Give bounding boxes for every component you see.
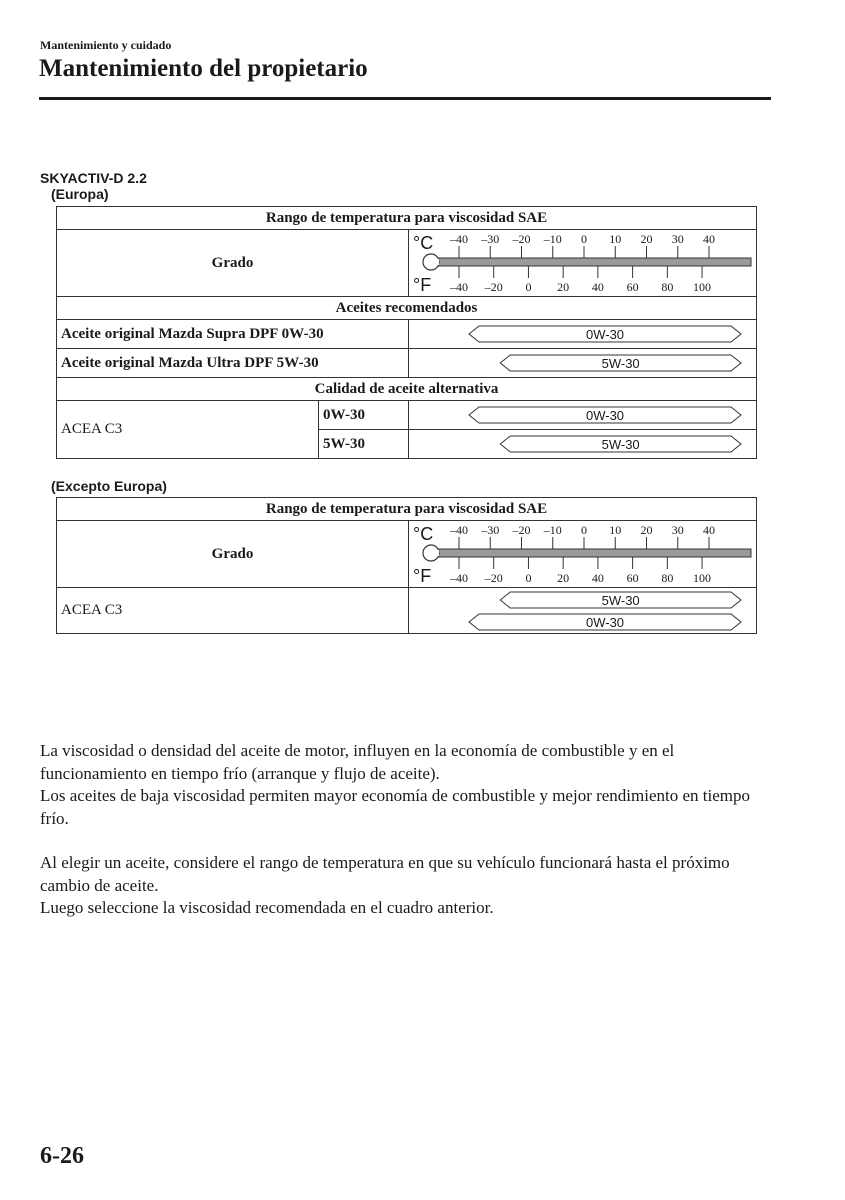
viscosity-bar-cell xyxy=(409,320,757,349)
celsius-tick-label: –20 xyxy=(512,523,531,537)
recommended-oil-name: Aceite original Mazda Ultra DPF 5W-30 xyxy=(57,349,409,378)
fahrenheit-tick-label: –40 xyxy=(450,571,468,585)
fahrenheit-tick-label: 0 xyxy=(525,571,532,585)
fahrenheit-tick-label: –20 xyxy=(484,280,503,294)
celsius-tick-label: –40 xyxy=(450,523,468,537)
celsius-tick-label: –20 xyxy=(512,232,531,246)
sae-header: Rango de temperatura para viscosidad SAE xyxy=(57,207,757,230)
body-paragraph: Los aceites de baja viscosidad permiten mayor economía de combustible y mejor rendimiento en tiempo frío. xyxy=(40,786,751,828)
celsius-tick-label: 10 xyxy=(609,523,622,537)
viscosity-bar xyxy=(409,430,757,458)
viscosity-bar xyxy=(409,349,757,377)
title-rule xyxy=(39,97,771,100)
viscosity-bar-label: 0W-30 xyxy=(585,614,625,630)
grade-label: Grado xyxy=(57,521,409,588)
body-text xyxy=(40,740,780,942)
breadcrumb: Mantenimiento y cuidado xyxy=(40,38,172,52)
viscosity-bar xyxy=(409,320,757,348)
fahrenheit-tick-label: 40 xyxy=(591,280,604,294)
thermometer-tube xyxy=(431,258,751,266)
sae-header: Rango de temperatura para viscosidad SAE xyxy=(57,498,757,521)
viscosity-bar-cell xyxy=(409,349,757,378)
celsius-tick-label: 10 xyxy=(609,232,622,246)
celsius-tick-label: 40 xyxy=(703,523,715,537)
alternative-spec: ACEA C3 xyxy=(57,401,319,459)
thermometer-scale-svg xyxy=(409,521,757,587)
celsius-unit: °C xyxy=(413,524,434,544)
fahrenheit-tick-label: 100 xyxy=(693,571,712,585)
viscosity-bar-label: 0W-30 xyxy=(585,327,625,342)
page-number: 6-26 xyxy=(40,1143,84,1169)
fahrenheit-tick-label: 60 xyxy=(626,571,639,585)
recommended-header: Aceites recomendados xyxy=(57,297,757,320)
viscosity-bar-cell xyxy=(409,430,757,459)
temperature-scale xyxy=(409,521,757,588)
thermometer-neck xyxy=(431,259,439,265)
viscosity-bar xyxy=(409,611,757,633)
celsius-unit: °C xyxy=(413,233,434,253)
celsius-tick-label: 20 xyxy=(640,232,653,246)
celsius-tick-label: –10 xyxy=(543,232,562,246)
celsius-tick-label: 40 xyxy=(703,232,715,246)
celsius-tick-label: 0 xyxy=(581,232,587,246)
fahrenheit-unit: °F xyxy=(413,566,432,586)
viscosity-bar-label: 5W-30 xyxy=(601,592,640,608)
viscosity-bar-label: 0W-30 xyxy=(585,408,625,423)
alternative-grade: 0W-30 xyxy=(319,401,409,430)
fahrenheit-tick-label: –40 xyxy=(450,280,468,294)
fahrenheit-tick-label: 80 xyxy=(661,280,674,294)
viscosity-table-except-europe xyxy=(56,497,757,634)
celsius-tick-label: –10 xyxy=(543,523,562,537)
acea-spec: ACEA C3 xyxy=(57,588,409,634)
celsius-tick-label: –40 xyxy=(450,232,468,246)
page-title: Mantenimiento del propietario xyxy=(39,55,368,82)
region-label-europe: (Europa) xyxy=(51,186,109,202)
viscosity-bar-label: 5W-30 xyxy=(601,437,640,452)
temperature-scale xyxy=(409,230,757,297)
fahrenheit-tick-label: 0 xyxy=(525,280,532,294)
body-paragraph: La viscosidad o densidad del aceite de motor, influyen en la economía de combustible y en el funcionamiento en tiempo frío (arranque y flujo de aceite). xyxy=(40,741,675,783)
fahrenheit-tick-label: 60 xyxy=(626,280,639,294)
viscosity-bar xyxy=(409,401,757,429)
alternative-grade: 5W-30 xyxy=(319,430,409,459)
viscosity-bar-cell xyxy=(409,401,757,430)
viscosity-table-europe xyxy=(56,206,757,459)
viscosity-bar xyxy=(409,589,757,611)
thermometer-neck xyxy=(431,550,439,556)
region-label-except-europe: (Excepto Europa) xyxy=(51,478,167,494)
fahrenheit-tick-label: 20 xyxy=(557,280,570,294)
fahrenheit-tick-label: 80 xyxy=(661,571,674,585)
fahrenheit-tick-label: –20 xyxy=(484,571,503,585)
celsius-tick-label: –30 xyxy=(481,232,500,246)
thermometer-tube xyxy=(431,549,751,557)
recommended-oil-name: Aceite original Mazda Supra DPF 0W-30 xyxy=(57,320,409,349)
alternative-header: Calidad de aceite alternativa xyxy=(57,378,757,401)
viscosity-bar-label: 5W-30 xyxy=(601,356,640,371)
body-paragraph: Al elegir un aceite, considere el rango de temperatura en que su vehículo funcionará hasta el próximo cambio de aceite. xyxy=(40,853,730,895)
body-paragraph: Luego seleccione la viscosidad recomendada en el cuadro anterior. xyxy=(40,898,494,917)
grade-label: Grado xyxy=(57,230,409,297)
viscosity-bar-cell xyxy=(409,588,757,634)
celsius-tick-label: 20 xyxy=(640,523,653,537)
fahrenheit-tick-label: 100 xyxy=(693,280,712,294)
engine-label: SKYACTIV-D 2.2 xyxy=(40,170,147,186)
celsius-tick-label: –30 xyxy=(481,523,500,537)
fahrenheit-unit: °F xyxy=(413,275,432,295)
thermometer-scale-svg xyxy=(409,230,757,296)
celsius-tick-label: 30 xyxy=(671,523,684,537)
fahrenheit-tick-label: 20 xyxy=(557,571,570,585)
fahrenheit-tick-label: 40 xyxy=(591,571,604,585)
celsius-tick-label: 0 xyxy=(581,523,587,537)
celsius-tick-label: 30 xyxy=(671,232,684,246)
